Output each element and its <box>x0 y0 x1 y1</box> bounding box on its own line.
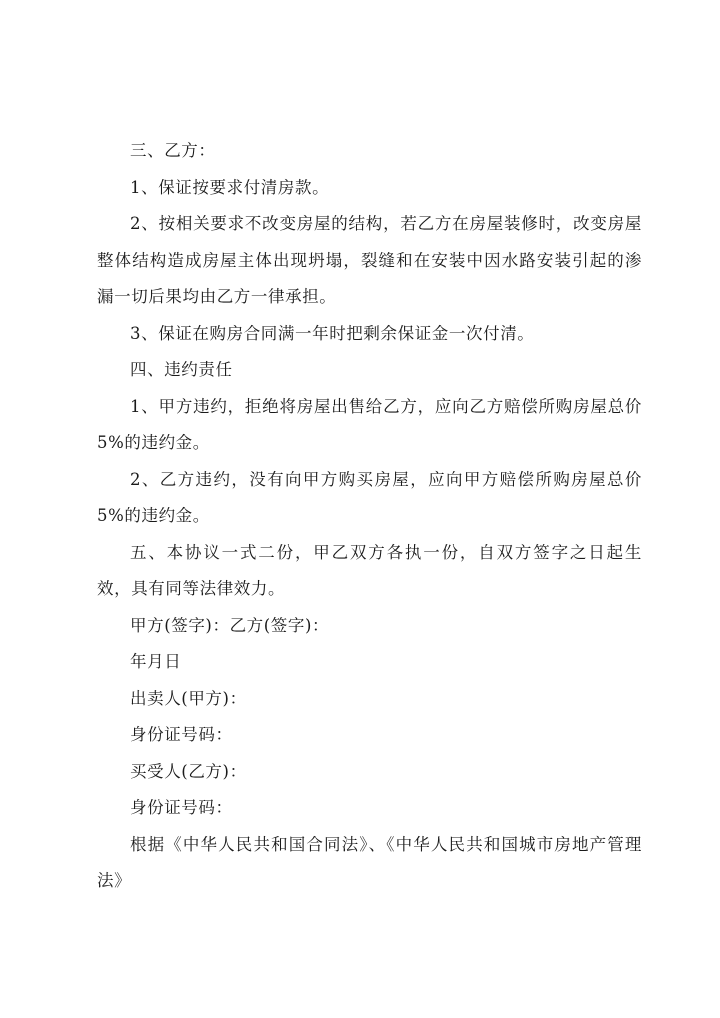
breach-clause-1: 1、甲方违约，拒绝将房屋出售给乙方，应向乙方赔偿所购房屋总价5%的违约金。 <box>97 396 642 452</box>
clause-b2: 2、按相关要求不改变房屋的结构，若乙方在房屋装修时，改变房屋整体结构造成房屋主体出现坍塌，裂缝和在安装中因水路安装引起的渗漏一切后果均由乙方一律承担。 <box>97 214 642 306</box>
buyer-id-line: 身份证号码： <box>130 798 233 817</box>
document-body <box>97 133 642 900</box>
legal-basis-line: 根据《中华人民共和国合同法》、《中华人民共和国城市房地产管理法》 <box>97 834 642 890</box>
section-effectiveness: 五、本协议一式二份，甲乙双方各执一份，自双方签字之日起生效，具有同等法律效力。 <box>97 542 642 598</box>
clause-b1: 1、保证按要求付清房款。 <box>130 177 330 197</box>
clause-b3: 3、保证在购房合同满一年时把剩余保证金一次付清。 <box>130 323 535 343</box>
section-heading-party-b: 三、乙方： <box>130 141 216 160</box>
seller-line: 出卖人(甲方)： <box>130 688 247 708</box>
breach-clause-2: 2、乙方违约，没有向甲方购买房屋，应向甲方赔偿所购房屋总价5%的违约金。 <box>97 469 642 525</box>
section-heading-breach: 四、违约责任 <box>130 360 233 379</box>
signature-line: 甲方(签字)：乙方(签字)： <box>130 615 330 635</box>
date-line: 年月日 <box>130 652 182 671</box>
seller-id-line: 身份证号码： <box>130 725 233 744</box>
buyer-line: 买受人(乙方)： <box>130 761 247 781</box>
